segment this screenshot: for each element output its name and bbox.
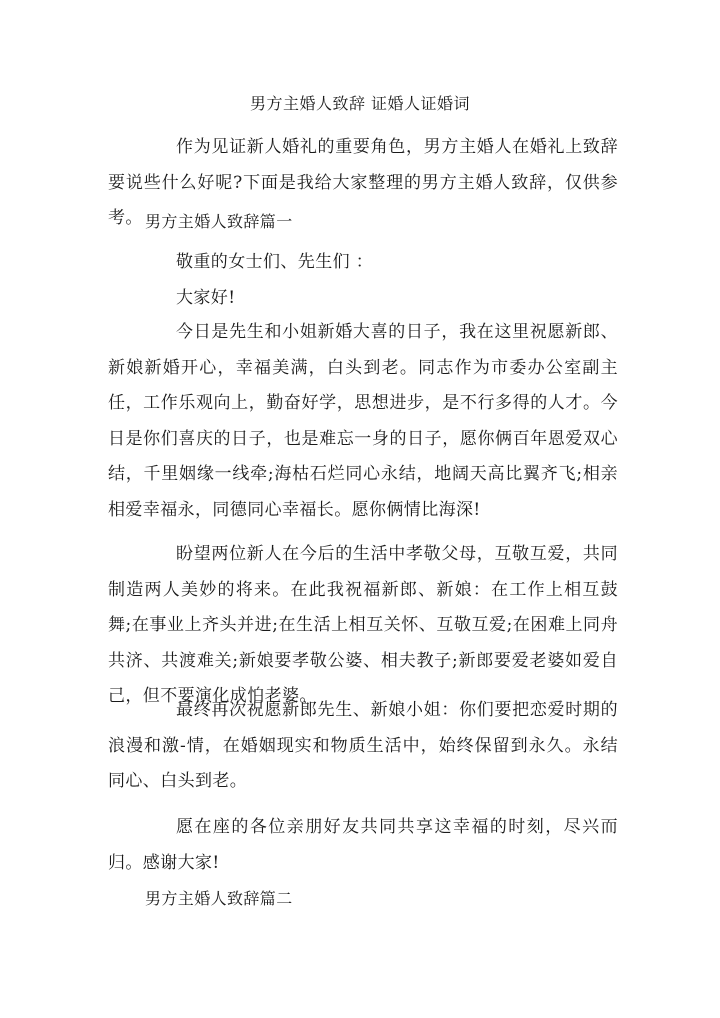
document-title: 男方主婚人致辞 证婚人证婚词 (249, 94, 471, 113)
section-heading-1: 男方主婚人致辞篇一 (145, 212, 293, 231)
body-paragraph-2: 盼望两位新人在今后的生活中孝敬父母，互敬互爱，共同制造两人美妙的将来。在此我祝福新郎、新娘：在工作上相互鼓舞;在事业上齐头并进;在生活上相互关怀、互敬互爱;在困难上同舟共济、共渡难关;新娘要孝敬公婆、相夫教子;新郎要爱老婆如爱自己，但不要演化成怕老婆。 (108, 544, 618, 706)
greeting-line: 敬重的女士们、先生们 ： (176, 252, 374, 272)
body-paragraph-3: 最终再次祝愿新郎先生、新娘小姐：你们要把恋爱时期的浪漫和激-情，在婚姻现实和物质生活中，始终保留到永久。永结同心、白头到老。 (108, 700, 618, 791)
intro-paragraph: 作为见证新人婚礼的重要角色，男方主婚人在婚礼上致辞要说些什么好呢?下面是我给大家整理的男方主婚人致辞，仅供参考。 (108, 137, 618, 228)
section-heading-2: 男方主婚人致辞篇二 (145, 889, 293, 908)
body-paragraph-1: 今日是先生和小姐新婚大喜的日子，我在这里祝愿新郎、新娘新婚开心，幸福美满，白头到老。同志作为市委办公室副主任，工作乐观向上，勤奋好学，思想进步，是不行多得的人才。今日是你们喜庆的日子，也是难忘一身的日子，愿你俩百年恩爱双心结，千里姻缘一线牵;海枯石烂同心永结，地阔天高比翼齐飞;相亲相爱幸福永，同德同心幸福长。愿你俩情比海深! (108, 322, 618, 520)
body-paragraph-4: 愿在座的各位亲朋好友共同共享这幸福的时刻，尽兴而归。感谢大家! (108, 817, 618, 873)
hello-line: 大家好! (176, 288, 236, 308)
